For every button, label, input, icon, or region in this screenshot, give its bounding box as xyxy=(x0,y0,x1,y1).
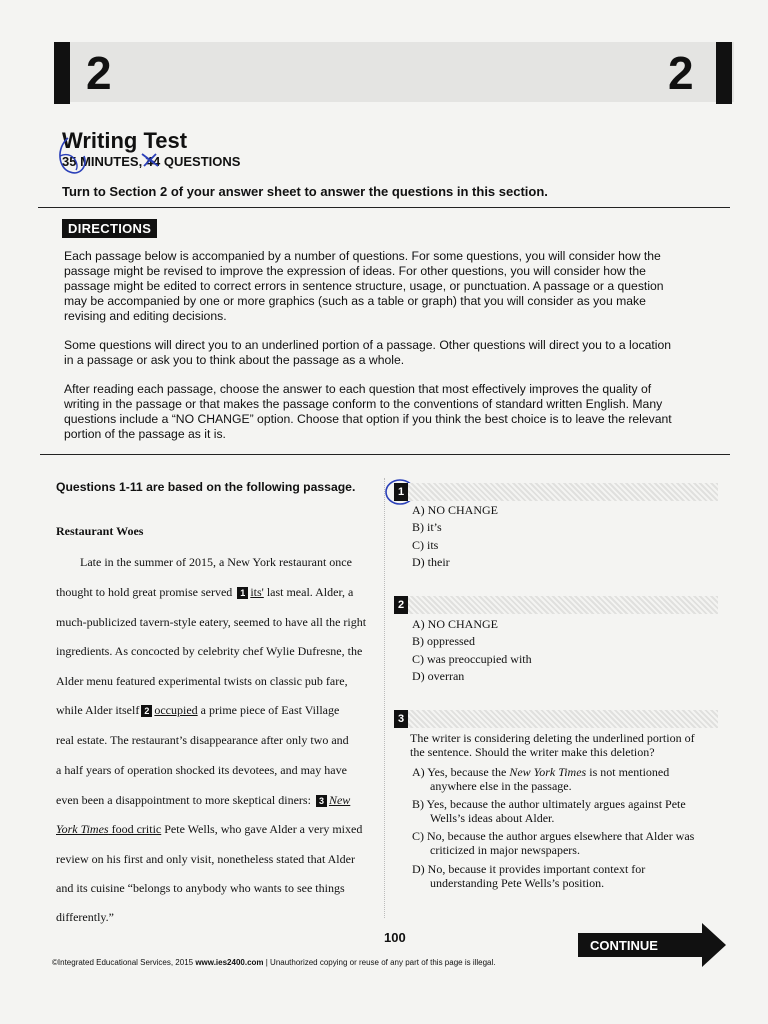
copyright-text: ©Integrated Educational Services, 2015 xyxy=(52,958,196,967)
section-marker-left xyxy=(54,42,70,104)
answer-option-d[interactable] xyxy=(412,862,722,890)
option-text: anywhere else in the passage. xyxy=(430,779,572,793)
option-text: C) No, because the author argues elsewhere that Alder was xyxy=(412,829,695,843)
passage-text: thought to hold great promise served xyxy=(56,585,233,599)
answer-option-d[interactable]: D) their xyxy=(412,555,450,569)
divider xyxy=(38,207,730,208)
page-title: Writing Test xyxy=(62,128,188,153)
option-text: criticized in major newspapers. xyxy=(430,843,580,857)
underlined-portion[interactable]: occupied xyxy=(154,703,198,717)
underlined-portion[interactable]: York Times xyxy=(56,822,109,836)
passage-line: ingredients. As concocted by celebrity chef Wylie Dufresne, the xyxy=(56,644,363,658)
passage-line xyxy=(56,585,376,600)
passage-line: Late in the summer of 2015, a New York restaurant once xyxy=(80,555,352,569)
divider xyxy=(40,454,730,455)
question-number: 3 xyxy=(394,710,408,728)
answer-option-b[interactable]: B) it’s xyxy=(412,520,442,534)
answer-option-b[interactable]: B) oppressed xyxy=(412,634,475,648)
option-text: A) Yes, because the xyxy=(412,765,510,779)
question-header-1 xyxy=(394,483,718,501)
test-timing: 35 MINUTES, 44 QUESTIONS xyxy=(62,154,241,169)
section-header-band xyxy=(54,42,734,102)
answer-option-c[interactable]: C) was preoccupied with xyxy=(412,652,532,666)
passage-text: a prime piece of East Village xyxy=(197,703,340,717)
text-line: The writer is considering deleting the underlined portion of xyxy=(410,731,695,745)
page-number: 100 xyxy=(384,930,406,945)
passage-title: Restaurant Woes xyxy=(56,524,144,538)
option-text: Wells’s ideas about Alder. xyxy=(430,811,555,825)
answer-option-c[interactable] xyxy=(412,829,722,857)
question-number: 2 xyxy=(394,596,408,614)
question-number: 1 xyxy=(394,483,408,501)
passage-intro: Questions 1-11 are based on the following passage. xyxy=(56,480,356,494)
text-line: passage might be revised to improve the expression of ideas. For other questions, you will consider how the xyxy=(64,264,646,278)
text-line: may be accompanied by one or more graphics (such as a table or graph) that you will consider as you make xyxy=(64,294,646,308)
text-line: Some questions will direct you to an underlined portion of a passage. Other questions will direct you to a location xyxy=(64,338,672,352)
answer-option-d[interactable]: D) overran xyxy=(412,669,465,683)
underlined-portion[interactable]: New xyxy=(328,793,351,807)
passage-line xyxy=(56,793,376,808)
directions-paragraph-2 xyxy=(64,338,714,368)
passage-text: last meal. Alder, a xyxy=(263,585,354,599)
passage-line xyxy=(56,822,376,837)
option-text: understanding Pete Wells’s position. xyxy=(430,876,605,890)
answer-option-b[interactable] xyxy=(412,797,722,825)
passage-text: Pete Wells, who gave Alder a very mixed xyxy=(161,822,363,836)
underlined-portion[interactable]: its' xyxy=(250,585,264,599)
passage-line: real estate. The restaurant’s disappearance after only two and xyxy=(56,733,349,747)
question-marker[interactable]: 2 xyxy=(141,705,152,717)
directions-label: DIRECTIONS xyxy=(62,219,157,238)
text-line: the sentence. Should the writer make this deletion? xyxy=(410,745,655,759)
section-number-right: 2 xyxy=(668,47,694,99)
text-line: portion of the passage as it is. xyxy=(64,427,226,441)
text-line: passage might be edited to correct errors in sentence structure, usage, or punctuation. A passage or a question xyxy=(64,279,664,293)
passage-line: Alder menu featured experimental twists on classic pub fare, xyxy=(56,674,348,688)
copyright-text: | Unauthorized copying or reuse of any part of this page is illegal. xyxy=(263,958,496,967)
continue-button[interactable]: CONTINUE xyxy=(590,938,658,953)
option-text: New York Times xyxy=(509,765,587,779)
text-line: in a passage or ask you to think about the passage as a whole. xyxy=(64,353,405,367)
option-text: is not mentioned xyxy=(586,765,670,779)
passage-line xyxy=(56,703,376,718)
passage-line: a half years of operation shocked its devotees, and may have xyxy=(56,763,347,777)
passage-text: while Alder itself xyxy=(56,703,140,717)
passage-line: differently.” xyxy=(56,910,114,924)
question-stem xyxy=(410,731,720,759)
text-line: writing in the passage or that makes the passage conform to the conventions of standard written English. Many xyxy=(64,397,663,411)
instruction-turn-to: Turn to Section 2 of your answer sheet to answer the questions in this section. xyxy=(62,184,548,199)
answer-option-a[interactable]: A) NO CHANGE xyxy=(412,617,498,631)
option-text: D) No, because it provides important context for xyxy=(412,862,646,876)
copyright-notice xyxy=(52,958,496,967)
question-marker[interactable]: 1 xyxy=(237,587,248,599)
option-text: B) Yes, because the author ultimately argues against Pete xyxy=(412,797,686,811)
section-marker-right xyxy=(716,42,732,104)
section-number-left: 2 xyxy=(86,47,112,99)
pen-annotation-icon xyxy=(54,128,164,184)
passage-line: and its cuisine “belongs to anybody who wants to see things xyxy=(56,881,345,895)
underlined-portion[interactable]: food critic xyxy=(108,822,162,836)
question-header-3 xyxy=(394,710,718,728)
directions-paragraph-1 xyxy=(64,249,714,324)
passage-text: even been a disappointment to more skeptical diners: xyxy=(56,793,311,807)
answer-option-a[interactable] xyxy=(412,765,722,793)
text-line: questions include a “NO CHANGE” option. Choose that option if you think the best choice is to leave the relevant xyxy=(64,412,672,426)
text-line: After reading each passage, choose the answer to each question that most effectively improves the quality of xyxy=(64,382,652,396)
website-link[interactable]: www.ies2400.com xyxy=(195,958,264,967)
question-marker[interactable]: 3 xyxy=(316,795,327,807)
question-header-2 xyxy=(394,596,718,614)
passage-line: review on his first and only visit, nonetheless stated that Alder xyxy=(56,852,355,866)
passage-line: much-publicized tavern-style eatery, seemed to have all the right xyxy=(56,615,367,629)
answer-option-a[interactable]: A) NO CHANGE xyxy=(412,503,498,517)
column-divider xyxy=(384,478,385,918)
directions-paragraph-3 xyxy=(64,382,714,442)
answer-option-c[interactable]: C) its xyxy=(412,538,439,552)
text-line: revising and editing decisions. xyxy=(64,309,227,323)
text-line: Each passage below is accompanied by a number of questions. For some questions, you will consider how the xyxy=(64,249,661,263)
